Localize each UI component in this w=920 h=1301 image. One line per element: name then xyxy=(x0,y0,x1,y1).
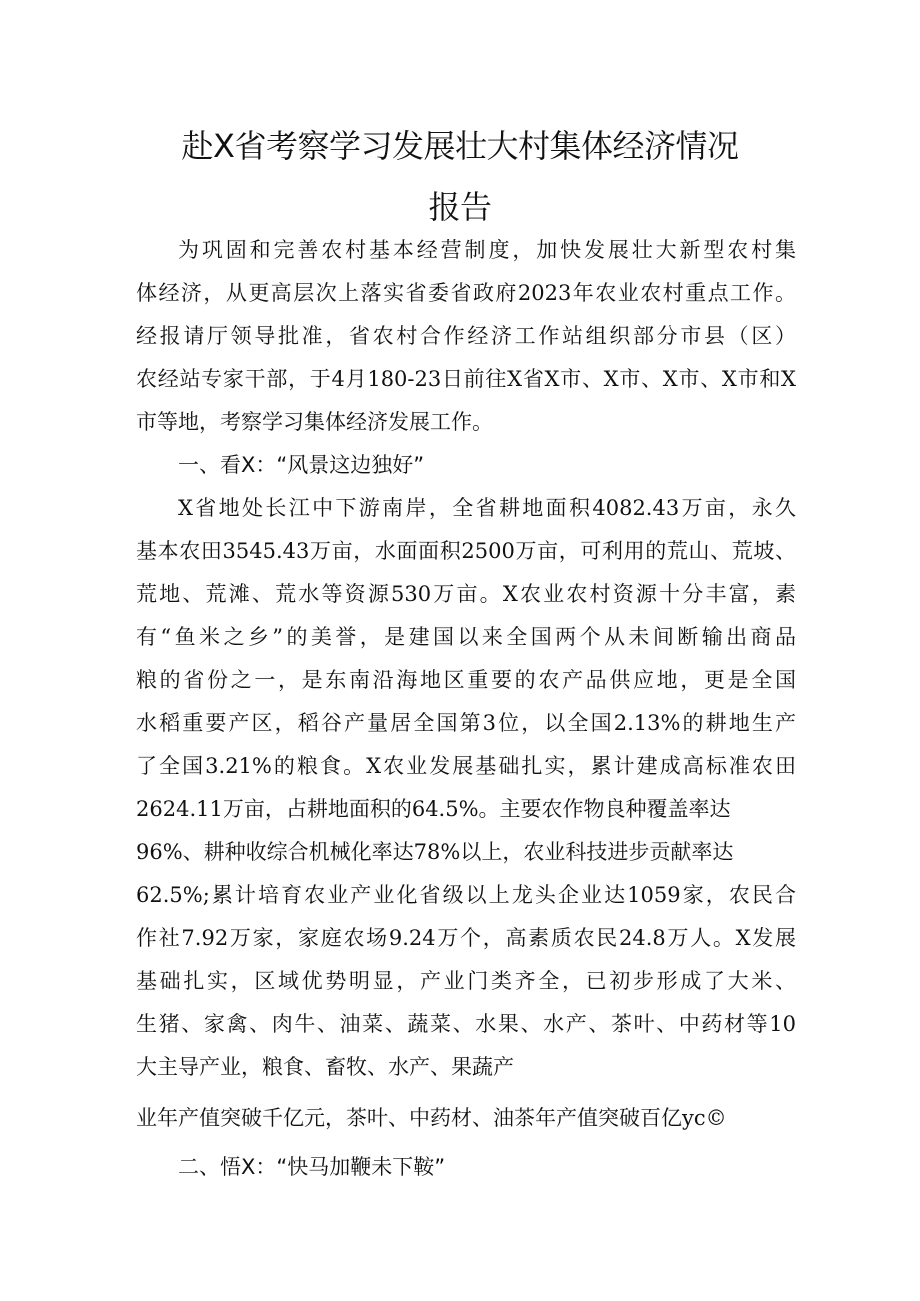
section-1-line: 水稻重要产区，稻谷产量居全国第3位，以全国2.13%的耕地生产 xyxy=(136,711,796,735)
section-1-line: 了全国3.21%的粮食。X农业发展基础扎实，累计建成高标准农田 xyxy=(136,754,796,778)
section-1-line: 粮的省份之一，是东南沿海地区重要的农产品供应地，更是全国 xyxy=(136,668,796,692)
section-1-heading: 一、看X：“风景这边独好” xyxy=(178,453,425,477)
intro-line: 经报请厅领导批准，省农村合作经济工作站组织部分市县（区） xyxy=(136,324,796,348)
section-1-line: 2624.11万亩，占耕地面积的64.5%。主要农作物良种覆盖率达 xyxy=(136,797,731,821)
intro-line: 市等地，考察学习集体经济发展工作。 xyxy=(136,410,493,434)
section-1-line: 大主导产业，粮食、畜牧、水产、果蔬产 xyxy=(136,1055,514,1079)
intro-line: 农经站专家干部，于4月180-23日前往X省X市、X市、X市、X市和X xyxy=(136,367,796,391)
section-1-line: 生猪、家禽、肉牛、油菜、蔬菜、水果、水产、茶叶、中药材等10 xyxy=(136,1012,796,1036)
section-1-line: 基础扎实，区域优势明显，产业门类齐全，已初步形成了大米、 xyxy=(136,969,796,993)
section-2-heading: 二、悟X：“快马加鞭未下鞍” xyxy=(178,1155,446,1179)
section-1-line: 荒地、荒滩、荒水等资源530万亩。X农业农村资源十分丰富，素 xyxy=(136,582,796,606)
section-1-line: 62.5%;累计培育农业产业化省级以上龙头企业达1059家，农民合 xyxy=(136,883,796,907)
section-1-line: X省地处长江中下游南岸，全省耕地面积4082.43万亩，永久 xyxy=(178,496,796,520)
intro-line: 体经济，从更高层次上落实省委省政府2023年农业农村重点工作。 xyxy=(136,281,796,305)
document-title-line-2: 报告 xyxy=(428,188,492,226)
section-1-line: 作社7.92万家，家庭农场9.24万个，高素质农民24.8万人。X发展 xyxy=(136,926,796,950)
intro-line: 为巩固和完善农村基本经营制度，加快发展壮大新型农村集 xyxy=(178,238,796,262)
section-1-line: 有“鱼米之乡”的美誉，是建国以来全国两个从未间断输出商品 xyxy=(136,625,796,649)
section-1-line: 业年产值突破千亿元，茶叶、中药材、油茶年产值突破百亿yc© xyxy=(136,1106,727,1130)
section-1-line: 基本农田3545.43万亩，水面面积2500万亩，可利用的荒山、荒坡、 xyxy=(136,539,796,563)
section-1-line: 96%、耕种收综合机械化率达78%以上，农业科技进步贡献率达 xyxy=(136,840,734,864)
document-title-line-1: 赴X省考察学习发展壮大村集体经济情况 xyxy=(181,127,739,165)
